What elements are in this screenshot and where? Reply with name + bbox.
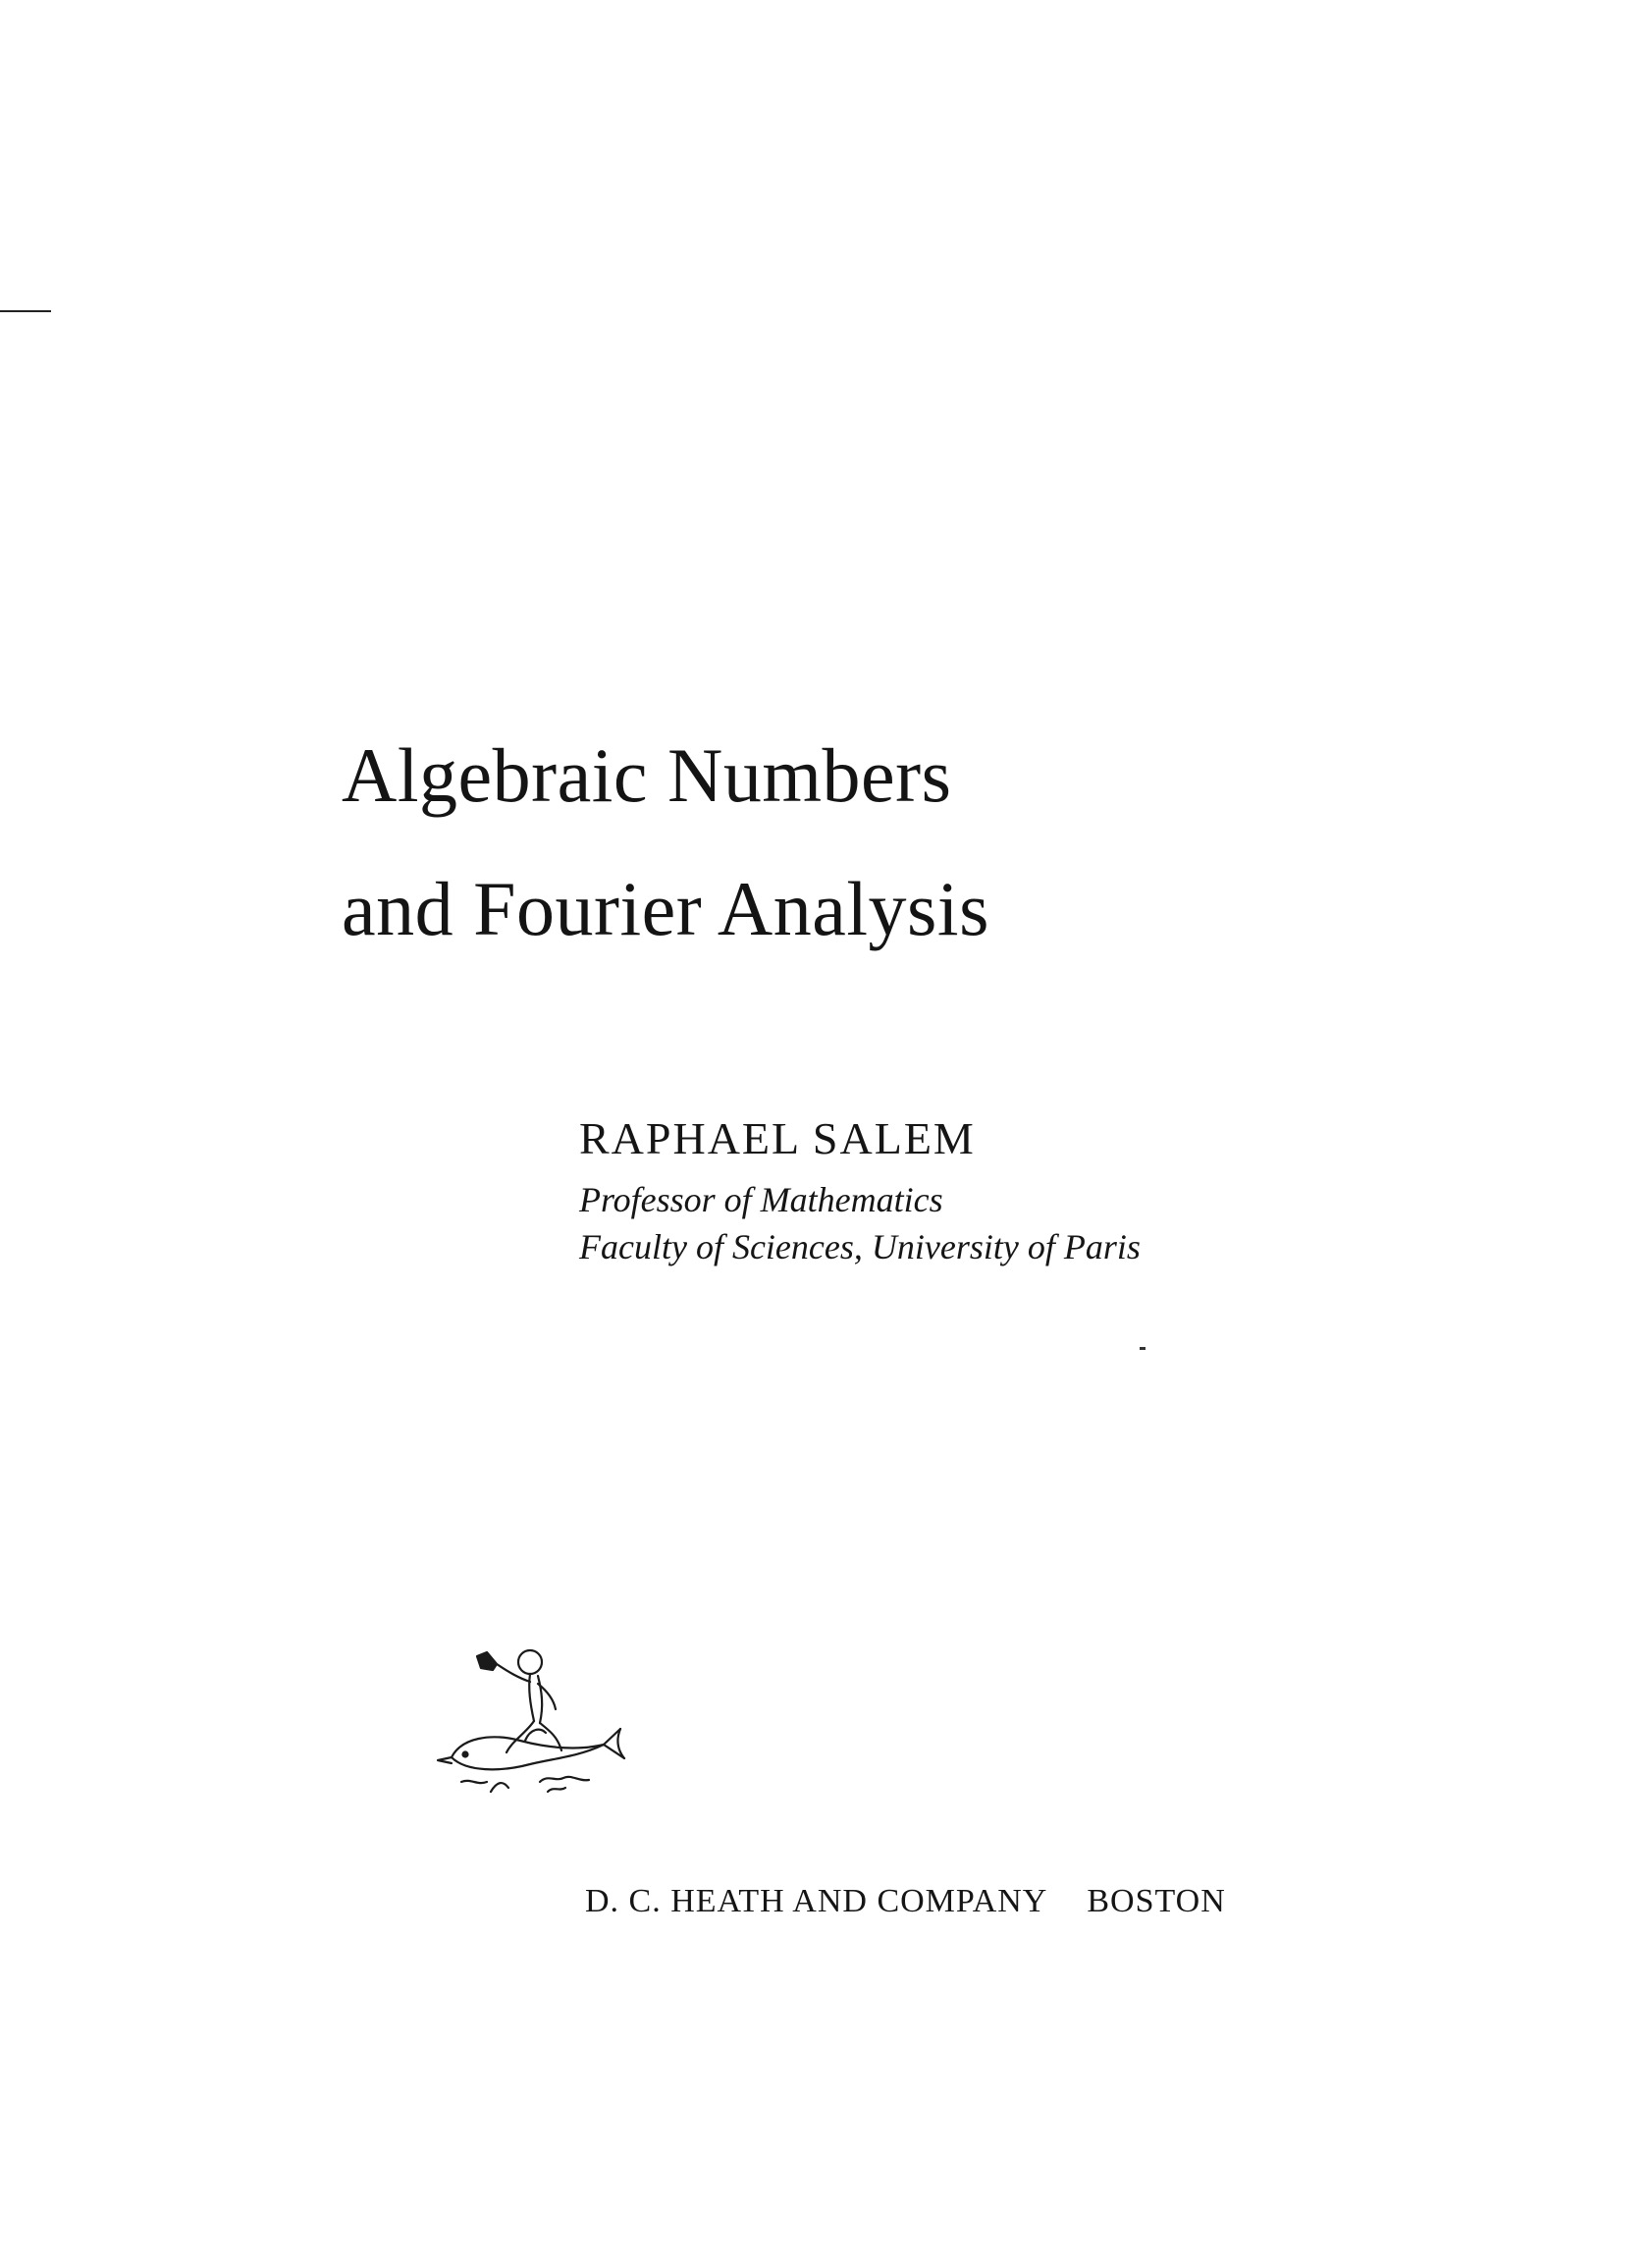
edge-rule	[0, 310, 51, 312]
author-block	[579, 1109, 1141, 1270]
stray-mark	[1140, 1347, 1146, 1350]
boy-riding-dolphin-icon	[432, 1635, 628, 1811]
publisher-line	[585, 1883, 1226, 1920]
publisher-name: D. C. HEATH AND COMPANY	[585, 1883, 1048, 1919]
author-name: RAPHAEL SALEM	[579, 1113, 976, 1163]
book-title-line-1: Algebraic Numbers	[342, 732, 952, 818]
author-position: Professor of Mathematics	[579, 1180, 943, 1219]
author-affiliation: Faculty of Sciences, University of Paris	[579, 1227, 1141, 1266]
publisher-city: BOSTON	[1087, 1883, 1226, 1919]
book-title	[342, 709, 989, 976]
book-title-line-2: and Fourier Analysis	[342, 866, 989, 951]
